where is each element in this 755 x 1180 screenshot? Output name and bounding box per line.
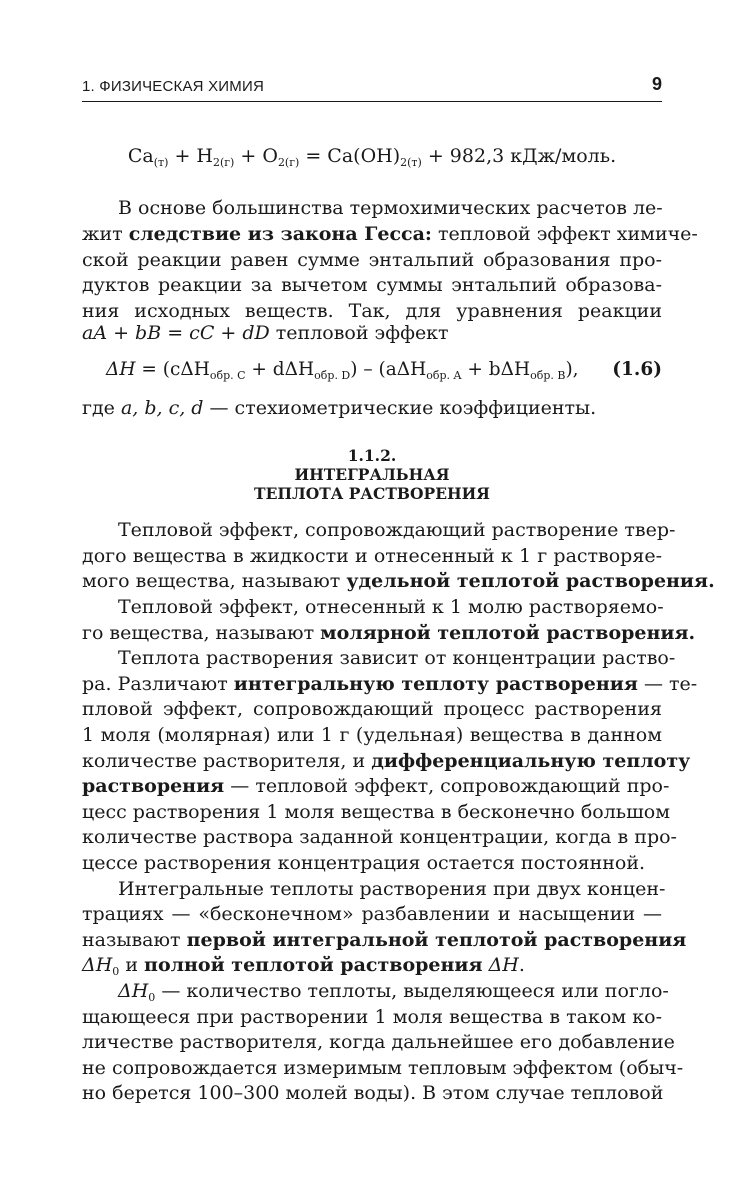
- section-title: 1. ФИЗИЧЕСКАЯ ХИМИЯ: [82, 78, 264, 95]
- subsection-number: 1.1.2.: [347, 446, 397, 465]
- equation-number: (1.6): [612, 359, 662, 380]
- equation-1-6: ΔH = (cΔH$_{обр. C}$ + dΔH$_{обр. D}$) – (aΔH$_{обр. A}$ + bΔH$_{обр. B}$), (1.6): [106, 359, 662, 382]
- page-number: 9: [651, 74, 662, 94]
- header-rule: [82, 101, 662, 102]
- subsection-title-line2: ТЕПЛОТА РАСТВОРЕНИЯ: [254, 484, 490, 503]
- running-header: [82, 74, 662, 98]
- equation-calcium-hydroxide: $Ca_{(т)} + H_{2(г)} + O_{2(г)} = Ca(OH)_{2(т)} + 982,3$ кДж/моль.: [127, 145, 617, 169]
- where-line: где a, b, c, d — стехиометрические коэффициенты.: [82, 397, 597, 419]
- subsection-title-line1: ИНТЕГРАЛЬНАЯ: [294, 465, 450, 484]
